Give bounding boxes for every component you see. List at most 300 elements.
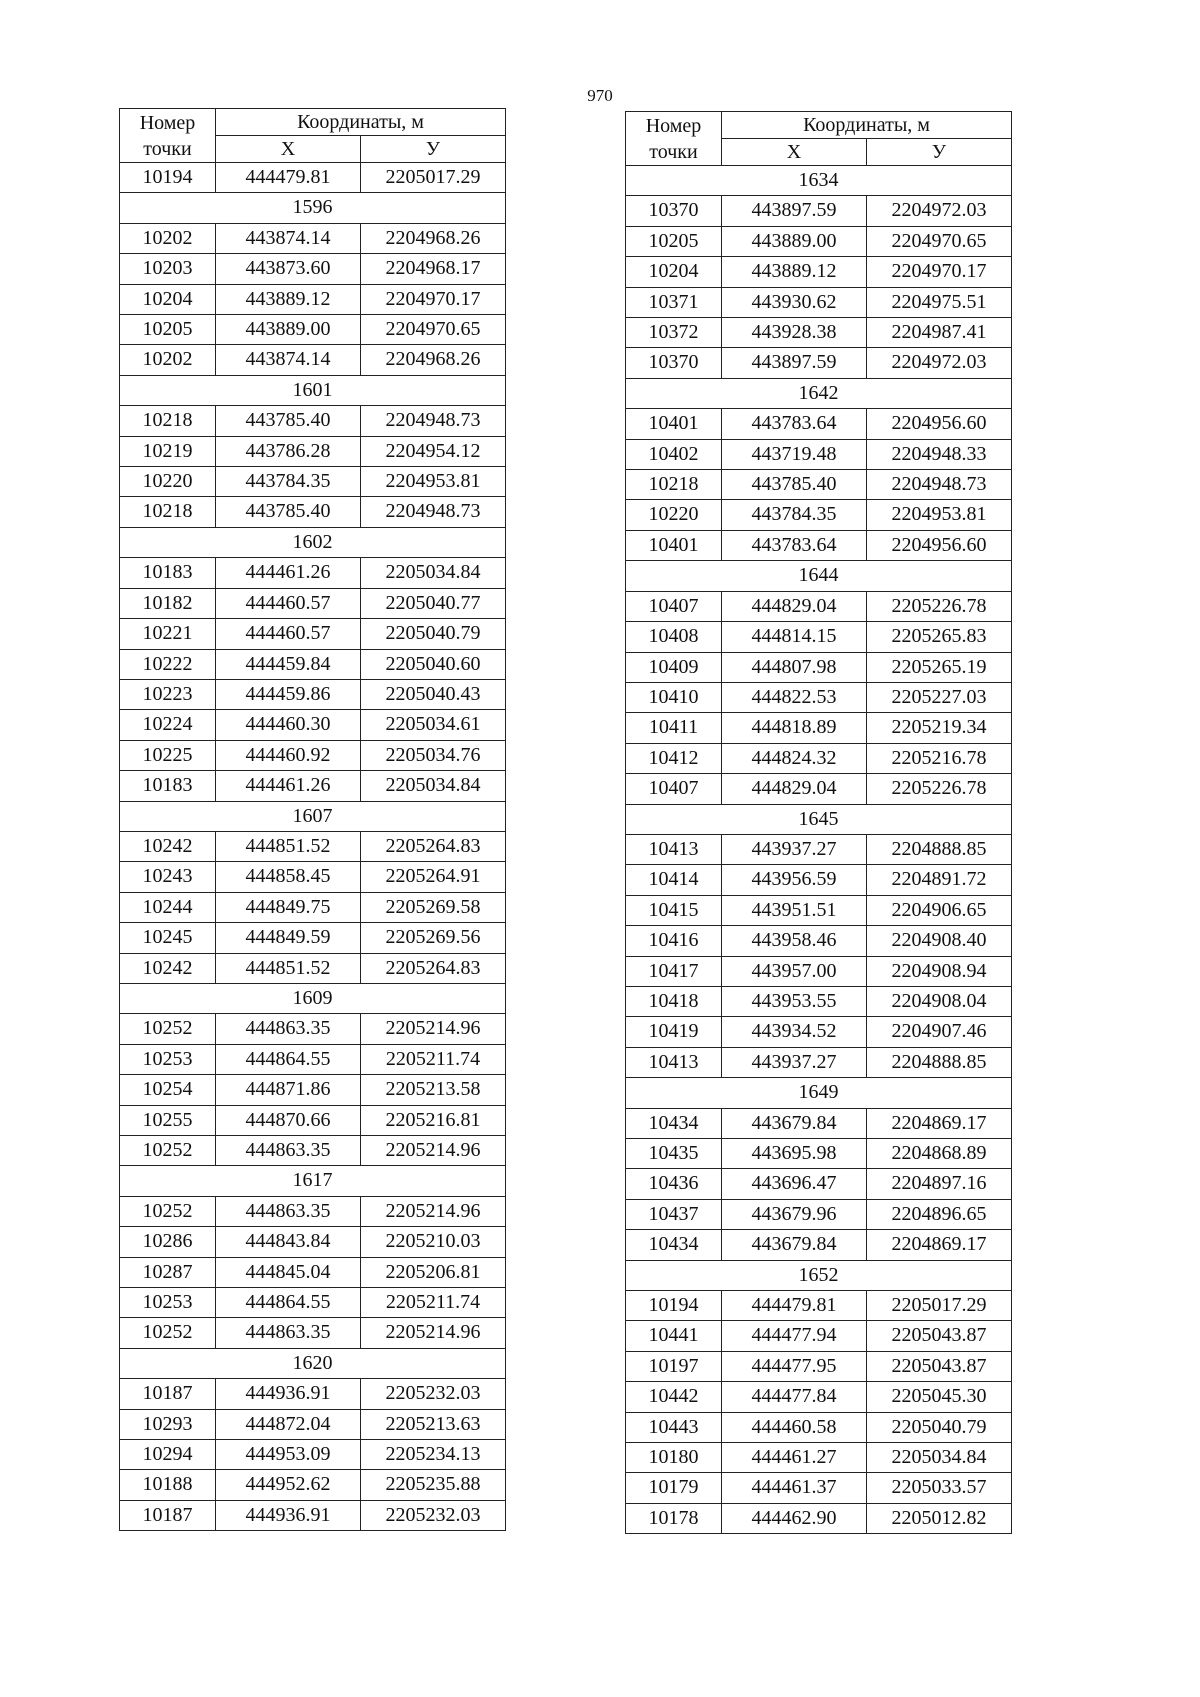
y-coordinate-cell: 2205264.83 bbox=[361, 953, 506, 983]
table-row bbox=[120, 497, 506, 527]
y-coordinate-cell: 2205034.84 bbox=[867, 1443, 1012, 1473]
group-row bbox=[626, 561, 1012, 591]
point-number-cell: 10436 bbox=[626, 1169, 722, 1199]
point-number-cell: 10371 bbox=[626, 287, 722, 317]
y-coordinate-cell: 2205033.57 bbox=[867, 1473, 1012, 1503]
y-coordinate-cell: 2204968.26 bbox=[361, 223, 506, 253]
y-coordinate-cell: 2204869.17 bbox=[867, 1108, 1012, 1138]
table-row bbox=[120, 1470, 506, 1500]
table-row bbox=[120, 315, 506, 345]
y-coordinate-cell: 2204948.33 bbox=[867, 439, 1012, 469]
x-coordinate-cell: 443785.40 bbox=[216, 497, 361, 527]
table-row bbox=[120, 771, 506, 801]
point-number-cell: 10187 bbox=[120, 1379, 216, 1409]
x-coordinate-cell: 444863.35 bbox=[216, 1318, 361, 1348]
table-row bbox=[120, 163, 506, 193]
point-number-cell: 10252 bbox=[120, 1014, 216, 1044]
x-coordinate-cell: 444459.84 bbox=[216, 649, 361, 679]
point-number-header bbox=[626, 112, 722, 166]
point-number-cell: 10286 bbox=[120, 1227, 216, 1257]
x-coordinate-cell: 444462.90 bbox=[722, 1503, 867, 1533]
y-coordinate-cell: 2205226.78 bbox=[867, 774, 1012, 804]
y-coordinate-cell: 2204908.94 bbox=[867, 956, 1012, 986]
y-coordinate-cell: 2205213.63 bbox=[361, 1409, 506, 1439]
table-row bbox=[120, 740, 506, 770]
table-row bbox=[626, 956, 1012, 986]
y-coordinate-cell: 2205040.43 bbox=[361, 679, 506, 709]
y-coordinate-cell: 2204908.04 bbox=[867, 986, 1012, 1016]
x-coordinate-cell: 444851.52 bbox=[216, 953, 361, 983]
x-coordinate-cell: 444851.52 bbox=[216, 831, 361, 861]
group-row bbox=[626, 378, 1012, 408]
y-coordinate-cell: 2204975.51 bbox=[867, 287, 1012, 317]
table-row bbox=[626, 895, 1012, 925]
y-coordinate-cell: 2205269.58 bbox=[361, 892, 506, 922]
group-label: 1602 bbox=[120, 527, 506, 557]
x-coordinate-cell: 444936.91 bbox=[216, 1500, 361, 1530]
y-coordinate-cell: 2204888.85 bbox=[867, 1047, 1012, 1077]
point-number-cell: 10219 bbox=[120, 436, 216, 466]
table-row bbox=[626, 348, 1012, 378]
point-number-cell: 10255 bbox=[120, 1105, 216, 1135]
group-label: 1642 bbox=[626, 378, 1012, 408]
point-number-cell: 10414 bbox=[626, 865, 722, 895]
point-number-cell: 10223 bbox=[120, 679, 216, 709]
y-coordinate-cell: 2204970.65 bbox=[867, 226, 1012, 256]
point-number-header bbox=[120, 109, 216, 163]
y-coordinate-cell: 2205034.76 bbox=[361, 740, 506, 770]
table-row bbox=[120, 1288, 506, 1318]
table-row bbox=[626, 986, 1012, 1016]
point-number-cell: 10415 bbox=[626, 895, 722, 925]
y-coordinate-cell: 2204948.73 bbox=[361, 497, 506, 527]
x-coordinate-cell: 444858.45 bbox=[216, 862, 361, 892]
point-number-cell: 10401 bbox=[626, 409, 722, 439]
table-row bbox=[626, 1351, 1012, 1381]
point-number-cell: 10187 bbox=[120, 1500, 216, 1530]
x-coordinate-cell: 444818.89 bbox=[722, 713, 867, 743]
table-row bbox=[626, 1017, 1012, 1047]
x-coordinate-cell: 444952.62 bbox=[216, 1470, 361, 1500]
y-coordinate-cell: 2205214.96 bbox=[361, 1196, 506, 1226]
point-number-cell: 10419 bbox=[626, 1017, 722, 1047]
table-row bbox=[120, 862, 506, 892]
table-row bbox=[120, 1409, 506, 1439]
x-coordinate-cell: 443783.64 bbox=[722, 530, 867, 560]
y-coordinate-cell: 2205264.83 bbox=[361, 831, 506, 861]
x-coordinate-cell: 443934.52 bbox=[722, 1017, 867, 1047]
table-row bbox=[120, 1500, 506, 1530]
point-number-cell: 10435 bbox=[626, 1139, 722, 1169]
y-coordinate-cell: 2205034.61 bbox=[361, 710, 506, 740]
y-coordinate-cell: 2204868.89 bbox=[867, 1139, 1012, 1169]
x-coordinate-cell: 443873.60 bbox=[216, 254, 361, 284]
point-number-cell: 10194 bbox=[626, 1291, 722, 1321]
table-row bbox=[120, 1044, 506, 1074]
y-coordinate-cell: 2204908.40 bbox=[867, 926, 1012, 956]
table-row bbox=[626, 1321, 1012, 1351]
y-coordinate-cell: 2204907.46 bbox=[867, 1017, 1012, 1047]
point-number-cell: 10437 bbox=[626, 1199, 722, 1229]
x-coordinate-cell: 443937.27 bbox=[722, 834, 867, 864]
x-coordinate-cell: 444461.26 bbox=[216, 558, 361, 588]
y-coordinate-cell: 2204970.17 bbox=[361, 284, 506, 314]
group-row bbox=[120, 193, 506, 223]
table-row bbox=[626, 530, 1012, 560]
x-coordinate-cell: 443874.14 bbox=[216, 223, 361, 253]
x-coordinate-cell: 444845.04 bbox=[216, 1257, 361, 1287]
point-number-cell: 10242 bbox=[120, 831, 216, 861]
x-coordinate-cell: 443719.48 bbox=[722, 439, 867, 469]
table-row bbox=[120, 558, 506, 588]
x-coordinate-cell: 444479.81 bbox=[722, 1291, 867, 1321]
y-coordinate-cell: 2205265.83 bbox=[867, 622, 1012, 652]
point-number-cell: 10183 bbox=[120, 558, 216, 588]
table-header-row bbox=[626, 112, 1012, 139]
point-number-cell: 10441 bbox=[626, 1321, 722, 1351]
point-number-cell: 10218 bbox=[120, 406, 216, 436]
point-number-cell: 10442 bbox=[626, 1382, 722, 1412]
point-number-cell: 10243 bbox=[120, 862, 216, 892]
table-row bbox=[626, 1199, 1012, 1229]
table-row bbox=[120, 1075, 506, 1105]
x-coordinate-cell: 443930.62 bbox=[722, 287, 867, 317]
point-number-cell: 10225 bbox=[120, 740, 216, 770]
x-coordinate-cell: 444864.55 bbox=[216, 1044, 361, 1074]
group-label: 1607 bbox=[120, 801, 506, 831]
table-row bbox=[626, 1108, 1012, 1138]
table-header-row bbox=[120, 109, 506, 136]
x-coordinate-cell: 444461.37 bbox=[722, 1473, 867, 1503]
y-coordinate-cell: 2205232.03 bbox=[361, 1500, 506, 1530]
y-coordinate-cell: 2205210.03 bbox=[361, 1227, 506, 1257]
point-number-cell: 10188 bbox=[120, 1470, 216, 1500]
x-coordinate-cell: 443784.35 bbox=[722, 500, 867, 530]
table-row bbox=[626, 500, 1012, 530]
point-header-line2: точки bbox=[649, 140, 698, 163]
x-coordinate-cell: 443956.59 bbox=[722, 865, 867, 895]
y-coordinate-cell: 2205040.79 bbox=[361, 619, 506, 649]
group-label: 1601 bbox=[120, 375, 506, 405]
point-number-cell: 10205 bbox=[626, 226, 722, 256]
point-number-cell: 10401 bbox=[626, 530, 722, 560]
group-label: 1652 bbox=[626, 1260, 1012, 1290]
x-coordinate-cell: 444863.35 bbox=[216, 1136, 361, 1166]
table-row bbox=[120, 436, 506, 466]
table-row bbox=[626, 409, 1012, 439]
x-coordinate-cell: 444822.53 bbox=[722, 682, 867, 712]
x-coordinate-cell: 444849.59 bbox=[216, 923, 361, 953]
x-coordinate-cell: 444477.84 bbox=[722, 1382, 867, 1412]
group-row bbox=[626, 804, 1012, 834]
group-row bbox=[120, 1348, 506, 1378]
x-coordinate-cell: 443679.96 bbox=[722, 1199, 867, 1229]
group-label: 1644 bbox=[626, 561, 1012, 591]
y-coordinate-cell: 2205265.19 bbox=[867, 652, 1012, 682]
y-coordinate-cell: 2205211.74 bbox=[361, 1044, 506, 1074]
point-number-cell: 10221 bbox=[120, 619, 216, 649]
table-row bbox=[120, 1196, 506, 1226]
point-number-cell: 10202 bbox=[120, 345, 216, 375]
point-number-cell: 10218 bbox=[626, 470, 722, 500]
point-number-cell: 10434 bbox=[626, 1108, 722, 1138]
table-row bbox=[626, 591, 1012, 621]
x-coordinate-cell: 444461.26 bbox=[216, 771, 361, 801]
table-row bbox=[120, 831, 506, 861]
x-coordinate-cell: 443784.35 bbox=[216, 467, 361, 497]
table-row bbox=[626, 318, 1012, 348]
table-row bbox=[626, 652, 1012, 682]
point-number-cell: 10182 bbox=[120, 588, 216, 618]
x-coordinate-cell: 443951.51 bbox=[722, 895, 867, 925]
x-coordinate-cell: 444936.91 bbox=[216, 1379, 361, 1409]
y-coordinate-cell: 2204953.81 bbox=[361, 467, 506, 497]
y-coordinate-cell: 2204972.03 bbox=[867, 348, 1012, 378]
table-row bbox=[120, 953, 506, 983]
y-coordinate-cell: 2205017.29 bbox=[867, 1291, 1012, 1321]
point-header-line1: Номер bbox=[139, 111, 196, 134]
point-number-cell: 10222 bbox=[120, 649, 216, 679]
y-coordinate-cell: 2204906.65 bbox=[867, 895, 1012, 925]
y-coordinate-cell: 2205214.96 bbox=[361, 1014, 506, 1044]
table-row bbox=[626, 1291, 1012, 1321]
point-number-cell: 10434 bbox=[626, 1230, 722, 1260]
point-number-cell: 10416 bbox=[626, 926, 722, 956]
point-number-cell: 10370 bbox=[626, 196, 722, 226]
y-coordinate-cell: 2204953.81 bbox=[867, 500, 1012, 530]
table-row bbox=[626, 1382, 1012, 1412]
x-coordinate-cell: 444870.66 bbox=[216, 1105, 361, 1135]
x-coordinate-cell: 443953.55 bbox=[722, 986, 867, 1016]
table-row bbox=[120, 1014, 506, 1044]
table-row bbox=[120, 284, 506, 314]
x-header: X bbox=[722, 139, 867, 166]
x-coordinate-cell: 443679.84 bbox=[722, 1108, 867, 1138]
y-coordinate-cell: 2205206.81 bbox=[361, 1257, 506, 1287]
x-coordinate-cell: 444460.57 bbox=[216, 588, 361, 618]
table-row bbox=[626, 1169, 1012, 1199]
group-label: 1649 bbox=[626, 1078, 1012, 1108]
table-row bbox=[120, 892, 506, 922]
point-number-cell: 10372 bbox=[626, 318, 722, 348]
point-number-cell: 10220 bbox=[120, 467, 216, 497]
y-coordinate-cell: 2205040.60 bbox=[361, 649, 506, 679]
x-coordinate-cell: 443957.00 bbox=[722, 956, 867, 986]
group-label: 1620 bbox=[120, 1348, 506, 1378]
y-coordinate-cell: 2205040.77 bbox=[361, 588, 506, 618]
point-number-cell: 10413 bbox=[626, 834, 722, 864]
y-header: У bbox=[361, 136, 506, 163]
point-number-cell: 10202 bbox=[120, 223, 216, 253]
x-coordinate-cell: 443928.38 bbox=[722, 318, 867, 348]
y-coordinate-cell: 2205040.79 bbox=[867, 1412, 1012, 1442]
table-body-left bbox=[120, 163, 506, 1531]
table-row bbox=[626, 1230, 1012, 1260]
x-coordinate-cell: 444849.75 bbox=[216, 892, 361, 922]
point-number-cell: 10204 bbox=[120, 284, 216, 314]
table-row bbox=[120, 467, 506, 497]
table-row bbox=[120, 1227, 506, 1257]
table-row bbox=[120, 254, 506, 284]
y-coordinate-cell: 2204891.72 bbox=[867, 865, 1012, 895]
y-coordinate-cell: 2204897.16 bbox=[867, 1169, 1012, 1199]
point-number-cell: 10418 bbox=[626, 986, 722, 1016]
y-coordinate-cell: 2205211.74 bbox=[361, 1288, 506, 1318]
table-row bbox=[120, 1105, 506, 1135]
point-number-cell: 10218 bbox=[120, 497, 216, 527]
point-number-cell: 10370 bbox=[626, 348, 722, 378]
x-coordinate-cell: 444843.84 bbox=[216, 1227, 361, 1257]
point-number-cell: 10180 bbox=[626, 1443, 722, 1473]
x-coordinate-cell: 444459.86 bbox=[216, 679, 361, 709]
x-coordinate-cell: 444460.30 bbox=[216, 710, 361, 740]
y-coordinate-cell: 2205214.96 bbox=[361, 1318, 506, 1348]
x-coordinate-cell: 444461.27 bbox=[722, 1443, 867, 1473]
table-row bbox=[626, 1473, 1012, 1503]
point-number-cell: 10205 bbox=[120, 315, 216, 345]
point-number-cell: 10253 bbox=[120, 1044, 216, 1074]
point-number-cell: 10411 bbox=[626, 713, 722, 743]
y-coordinate-cell: 2205012.82 bbox=[867, 1503, 1012, 1533]
x-coordinate-cell: 444864.55 bbox=[216, 1288, 361, 1318]
x-coordinate-cell: 444871.86 bbox=[216, 1075, 361, 1105]
x-coordinate-cell: 444824.32 bbox=[722, 743, 867, 773]
x-coordinate-cell: 444460.58 bbox=[722, 1412, 867, 1442]
y-coordinate-cell: 2205214.96 bbox=[361, 1136, 506, 1166]
table-row bbox=[626, 682, 1012, 712]
group-row bbox=[120, 801, 506, 831]
point-number-cell: 10417 bbox=[626, 956, 722, 986]
x-coordinate-cell: 444863.35 bbox=[216, 1014, 361, 1044]
y-coordinate-cell: 2204948.73 bbox=[867, 470, 1012, 500]
table-row bbox=[120, 1379, 506, 1409]
y-coordinate-cell: 2204956.60 bbox=[867, 409, 1012, 439]
y-coordinate-cell: 2205213.58 bbox=[361, 1075, 506, 1105]
x-coordinate-cell: 444829.04 bbox=[722, 774, 867, 804]
point-number-cell: 10407 bbox=[626, 774, 722, 804]
y-coordinate-cell: 2205234.13 bbox=[361, 1440, 506, 1470]
x-header: X bbox=[216, 136, 361, 163]
y-coordinate-cell: 2204954.12 bbox=[361, 436, 506, 466]
point-number-cell: 10287 bbox=[120, 1257, 216, 1287]
point-number-cell: 10203 bbox=[120, 254, 216, 284]
x-coordinate-cell: 443679.84 bbox=[722, 1230, 867, 1260]
y-coordinate-cell: 2205043.87 bbox=[867, 1321, 1012, 1351]
group-row bbox=[120, 375, 506, 405]
coordinates-header: Координаты, м bbox=[722, 112, 1012, 139]
x-coordinate-cell: 444460.57 bbox=[216, 619, 361, 649]
table-row bbox=[626, 257, 1012, 287]
x-coordinate-cell: 443696.47 bbox=[722, 1169, 867, 1199]
table-row bbox=[626, 622, 1012, 652]
table-row bbox=[120, 710, 506, 740]
table-row bbox=[626, 1503, 1012, 1533]
point-number-cell: 10254 bbox=[120, 1075, 216, 1105]
y-coordinate-cell: 2205045.30 bbox=[867, 1382, 1012, 1412]
x-coordinate-cell: 444872.04 bbox=[216, 1409, 361, 1439]
x-coordinate-cell: 443786.28 bbox=[216, 436, 361, 466]
table-row bbox=[626, 1047, 1012, 1077]
y-coordinate-cell: 2205034.84 bbox=[361, 771, 506, 801]
table-row bbox=[626, 834, 1012, 864]
point-number-cell: 10183 bbox=[120, 771, 216, 801]
point-number-cell: 10220 bbox=[626, 500, 722, 530]
y-coordinate-cell: 2205216.78 bbox=[867, 743, 1012, 773]
y-coordinate-cell: 2204948.73 bbox=[361, 406, 506, 436]
table-row bbox=[120, 588, 506, 618]
group-row bbox=[120, 983, 506, 1013]
table-row bbox=[120, 619, 506, 649]
x-coordinate-cell: 444863.35 bbox=[216, 1196, 361, 1226]
y-coordinate-cell: 2204970.17 bbox=[867, 257, 1012, 287]
point-number-cell: 10412 bbox=[626, 743, 722, 773]
coordinates-table-right bbox=[625, 111, 1012, 1534]
y-coordinate-cell: 2205043.87 bbox=[867, 1351, 1012, 1381]
x-coordinate-cell: 444477.95 bbox=[722, 1351, 867, 1381]
table-row bbox=[626, 774, 1012, 804]
point-number-cell: 10242 bbox=[120, 953, 216, 983]
point-number-cell: 10204 bbox=[626, 257, 722, 287]
y-coordinate-cell: 2204987.41 bbox=[867, 318, 1012, 348]
x-coordinate-cell: 444477.94 bbox=[722, 1321, 867, 1351]
table-row bbox=[626, 865, 1012, 895]
y-coordinate-cell: 2205216.81 bbox=[361, 1105, 506, 1135]
point-number-cell: 10402 bbox=[626, 439, 722, 469]
point-number-cell: 10443 bbox=[626, 1412, 722, 1442]
group-row bbox=[626, 1260, 1012, 1290]
table-row bbox=[120, 406, 506, 436]
y-header: У bbox=[867, 139, 1012, 166]
x-coordinate-cell: 444460.92 bbox=[216, 740, 361, 770]
y-coordinate-cell: 2204968.26 bbox=[361, 345, 506, 375]
coordinates-table-left bbox=[119, 108, 506, 1531]
y-coordinate-cell: 2205232.03 bbox=[361, 1379, 506, 1409]
x-coordinate-cell: 443874.14 bbox=[216, 345, 361, 375]
y-coordinate-cell: 2205017.29 bbox=[361, 163, 506, 193]
page-number: 970 bbox=[587, 86, 613, 105]
group-label: 1634 bbox=[626, 166, 1012, 196]
point-number-cell: 10293 bbox=[120, 1409, 216, 1439]
table-row bbox=[626, 743, 1012, 773]
x-coordinate-cell: 443783.64 bbox=[722, 409, 867, 439]
x-coordinate-cell: 443958.46 bbox=[722, 926, 867, 956]
x-coordinate-cell: 443889.12 bbox=[216, 284, 361, 314]
y-coordinate-cell: 2205235.88 bbox=[361, 1470, 506, 1500]
table-row bbox=[120, 679, 506, 709]
table-row bbox=[120, 1440, 506, 1470]
table-row bbox=[626, 470, 1012, 500]
y-coordinate-cell: 2204968.17 bbox=[361, 254, 506, 284]
y-coordinate-cell: 2205227.03 bbox=[867, 682, 1012, 712]
x-coordinate-cell: 444814.15 bbox=[722, 622, 867, 652]
point-number-cell: 10244 bbox=[120, 892, 216, 922]
point-number-cell: 10252 bbox=[120, 1136, 216, 1166]
group-label: 1645 bbox=[626, 804, 1012, 834]
table-row bbox=[120, 345, 506, 375]
point-number-cell: 10253 bbox=[120, 1288, 216, 1318]
group-row bbox=[120, 527, 506, 557]
group-label: 1596 bbox=[120, 193, 506, 223]
y-coordinate-cell: 2204970.65 bbox=[361, 315, 506, 345]
table-row bbox=[626, 226, 1012, 256]
table-row bbox=[120, 1136, 506, 1166]
group-row bbox=[626, 166, 1012, 196]
y-coordinate-cell: 2204956.60 bbox=[867, 530, 1012, 560]
table-row bbox=[626, 713, 1012, 743]
table-row bbox=[626, 196, 1012, 226]
x-coordinate-cell: 443785.40 bbox=[216, 406, 361, 436]
table-row bbox=[626, 926, 1012, 956]
